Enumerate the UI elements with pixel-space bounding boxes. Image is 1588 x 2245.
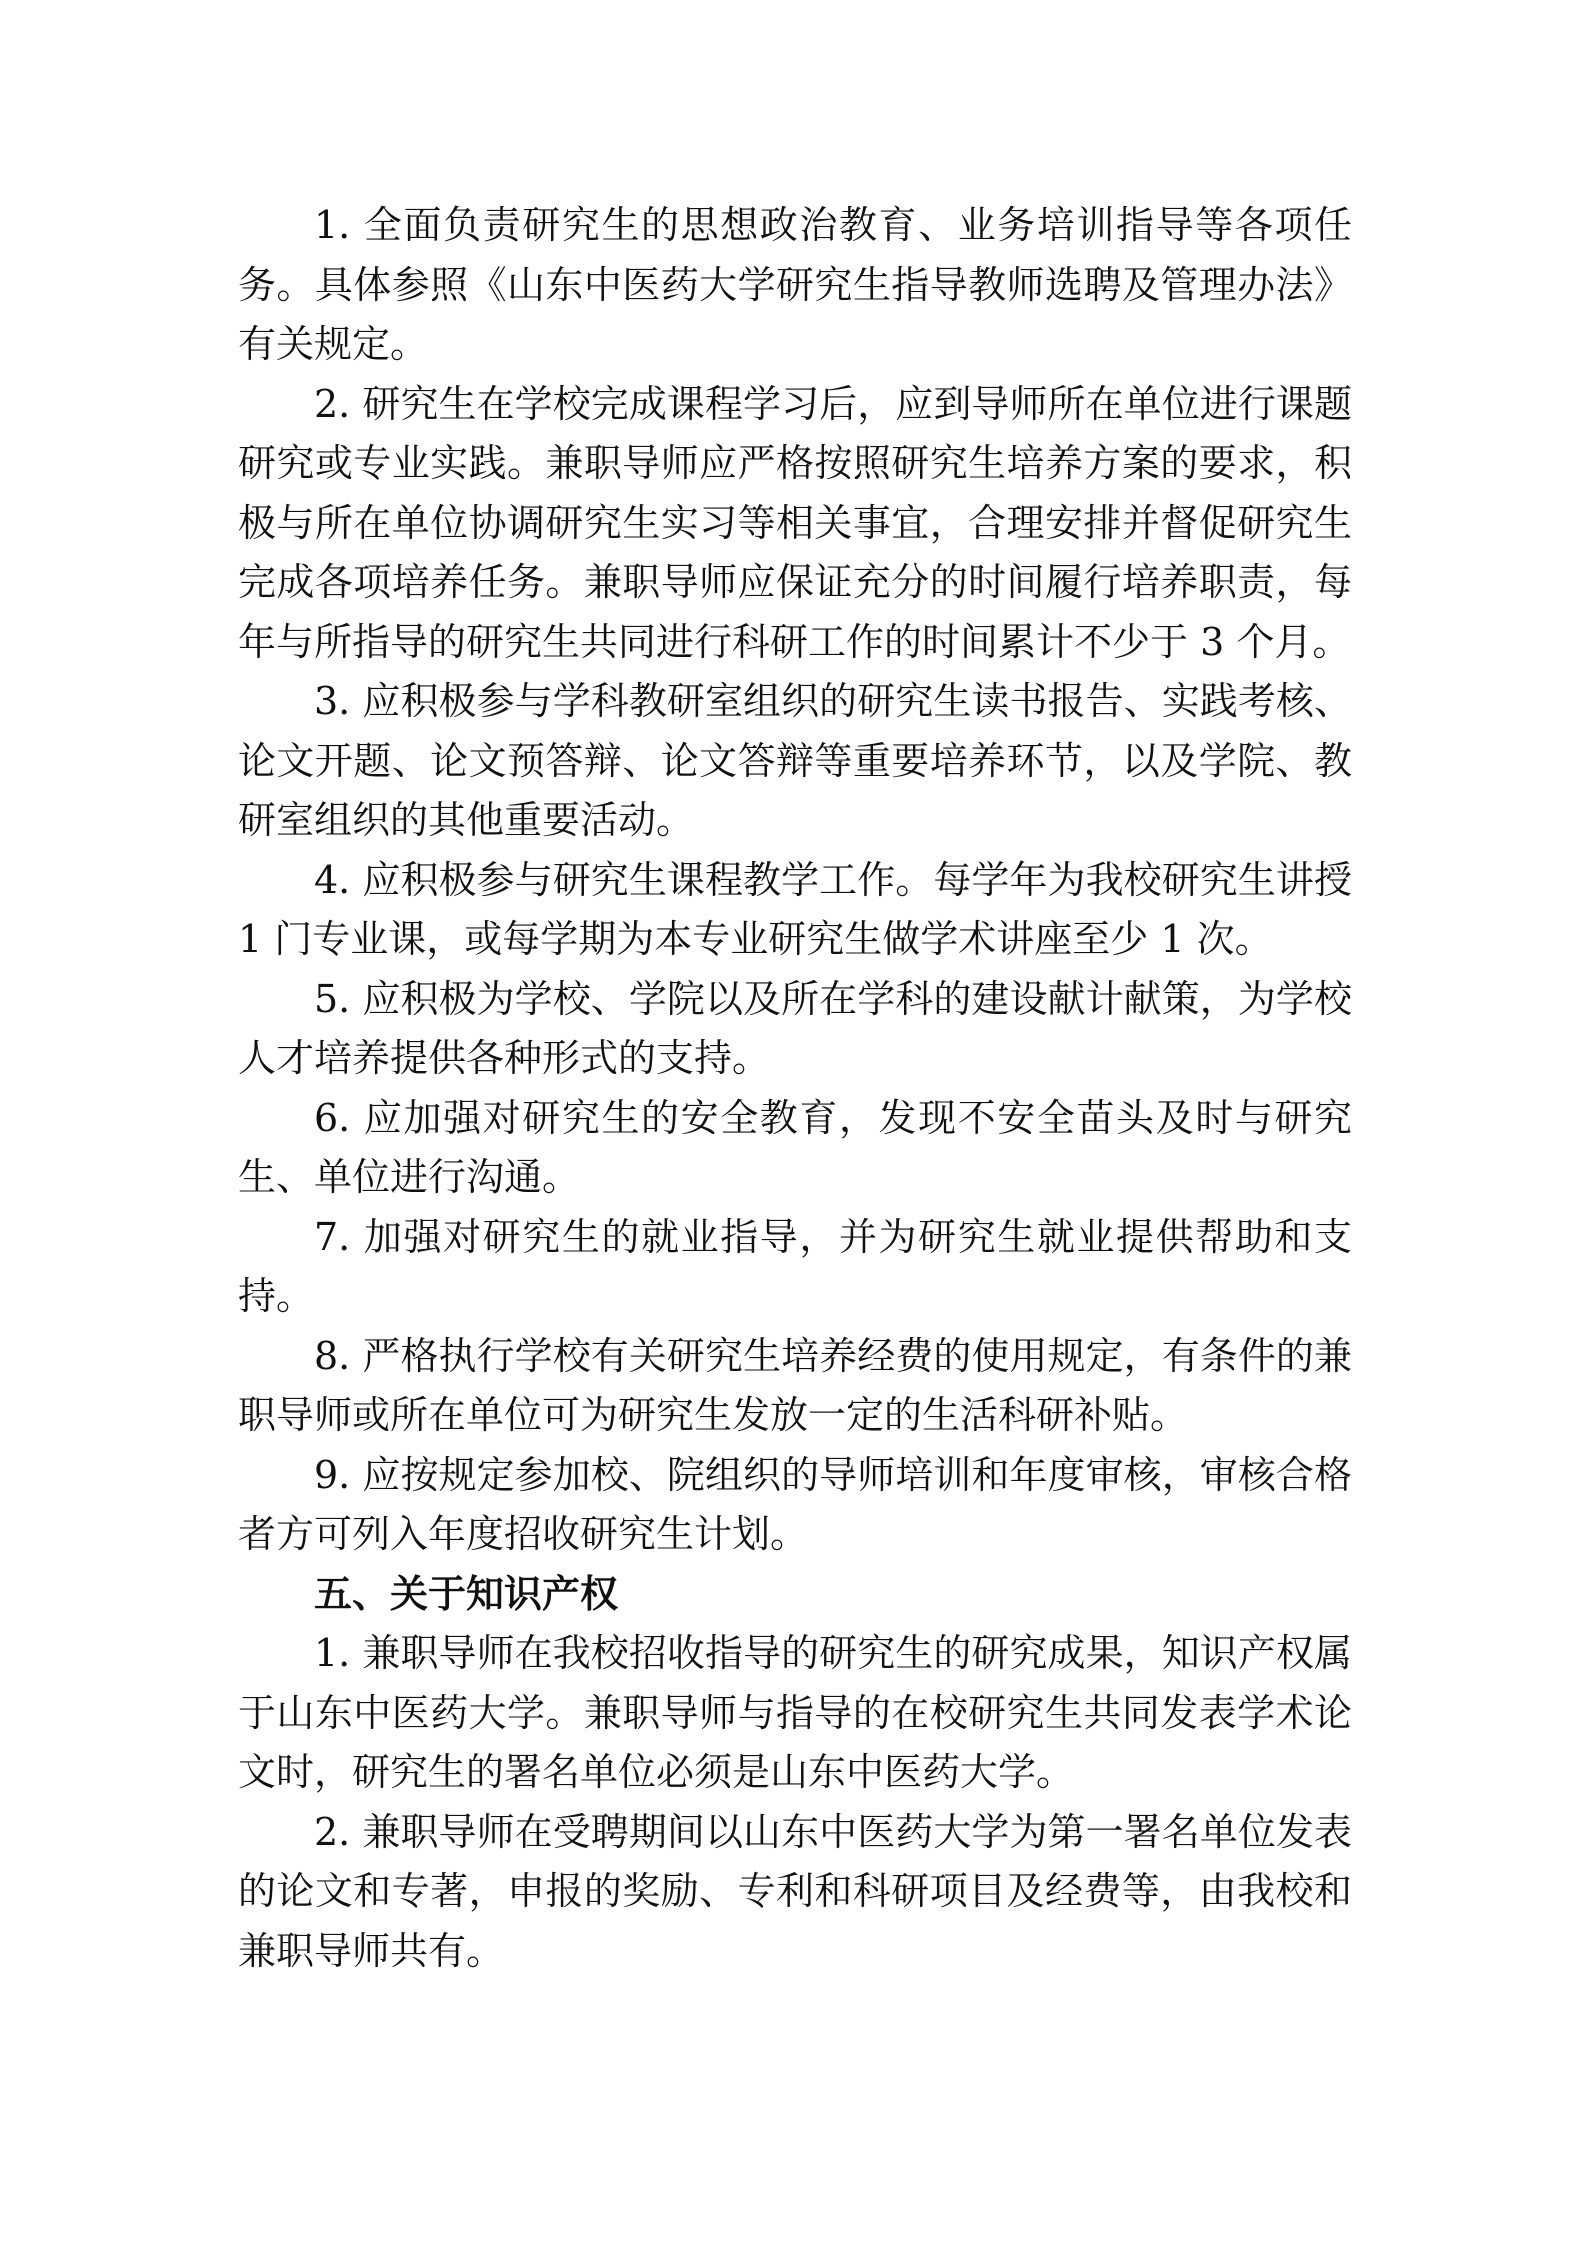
- section-heading-ip: 五、关于知识产权: [314, 1571, 619, 1616]
- duty-item-3: 3. 应积极参与学科教研室组织的研究生读书报告、实践考核、论文开题、论文预答辩、论文答辩等重要培养环节，以及学院、教研室组织的其他重要活动。: [238, 679, 1352, 842]
- duty-item-5: 5. 应积极为学校、学院以及所在学科的建设献计献策，为学校人才培养提供各种形式的支持。: [238, 976, 1352, 1080]
- duty-item-1: 1. 全面负责研究生的思想政治教育、业务培训指导等各项任务。具体参照《山东中医药大学研究生指导教师选聘及管理办法》有关规定。: [238, 203, 1352, 366]
- document-body: [238, 196, 1352, 1981]
- duty-item-2: 2. 研究生在学校完成课程学习后，应到导师所在单位进行课题研究或专业实践。兼职导师应严格按照研究生培养方案的要求，积极与所在单位协调研究生实习等相关事宜，合理安排并督促研究生完成各项培养任务。兼职导师应保证充分的时间履行培养职责，每年与所指导的研究生共同进行科研工作的时间累计不少于 3 个月。: [238, 381, 1352, 664]
- duty-item-7: 7. 加强对研究生的就业指导，并为研究生就业提供帮助和支持。: [238, 1214, 1352, 1318]
- duty-item-9: 9. 应按规定参加校、院组织的导师培训和年度审核，审核合格者方可列入年度招收研究生计划。: [238, 1452, 1352, 1556]
- ip-item-2: 2. 兼职导师在受聘期间以山东中医药大学为第一署名单位发表的论文和专著，申报的奖励、专利和科研项目及经费等，由我校和兼职导师共有。: [238, 1809, 1352, 1973]
- duty-item-4: 4. 应积极参与研究生课程教学工作。每学年为我校研究生讲授 1 门专业课，或每学期为本专业研究生做学术讲座至少 1 次。: [238, 857, 1352, 961]
- duty-item-8: 8. 严格执行学校有关研究生培养经费的使用规定，有条件的兼职导师或所在单位可为研究生发放一定的生活科研补贴。: [238, 1333, 1352, 1437]
- duty-item-6: 6. 应加强对研究生的安全教育，发现不安全苗头及时与研究生、单位进行沟通。: [238, 1095, 1352, 1199]
- ip-item-1: 1. 兼职导师在我校招收指导的研究生的研究成果，知识产权属于山东中医药大学。兼职导师与指导的在校研究生共同发表学术论文时，研究生的署名单位必须是山东中医药大学。: [238, 1631, 1352, 1794]
